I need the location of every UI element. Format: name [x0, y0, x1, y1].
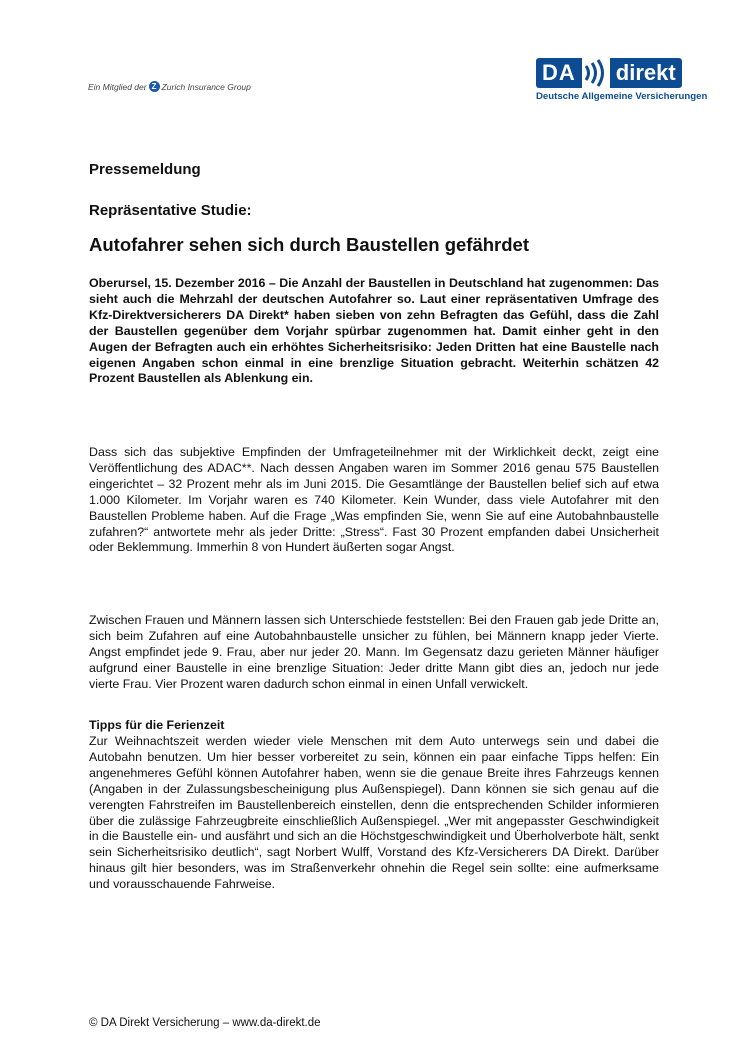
zurich-logo-icon: Z	[149, 81, 160, 92]
document-label: Pressemeldung	[89, 161, 201, 178]
da-direkt-logo	[536, 58, 728, 102]
logo-da-text: DA	[536, 58, 582, 88]
member-prefix: Ein Mitglied der	[88, 81, 147, 92]
body-paragraph-2: Zwischen Frauen und Männern lassen sich Unterschiede feststellen: Bei den Frauen gab jede Dritte an, sich beim Zufahren auf eine Autobahnbaustelle unsicher zu fühlen, bei Männern knapp jeder Vierte. Angst empfindet jede 9. Frau, aber nur jeder 20. Mann. Im Gegensatz dazu gerieten Männer häufiger aufgrund einer Baustelle in eine brenzlige Situation: Jeder dritte Mann gibt dies an, jedoch nur jede vierte Frau. Vier Prozent waren dadurch schon einmal in einen Unfall verwickelt.	[89, 613, 659, 691]
article-subtitle: Repräsentative Studie:	[89, 202, 252, 219]
logo-tagline: Deutsche Allgemeine Versicherungen	[536, 91, 708, 102]
footer-copyright: © DA Direkt Versicherung – www.da-direkt.de	[89, 1017, 321, 1029]
lead-paragraph: Oberursel, 15. Dezember 2016 – Die Anzahl der Baustellen in Deutschland hat zugenommen: Das sieht auch die Mehrzahl der deutschen Autofahrer so. Laut einer repräsentativen Umfrage des Kfz-Direktversicherers DA Direkt* haben sieben von zehn Befragten das Gefühl, dass die Zahl der Baustellen gegenüber dem Vorjahr spürbar zugenommen hat. Damit einher geht in den Augen der Befragten auch ein erhöhtes Sicherheitsrisiko: Jeden Dritten hat eine Baustelle nach eigenen Angaben schon einmal in eine brenzlige Situation gebracht. Weiterhin schätzen 42 Prozent Baustellen als Ablenkung ein.	[89, 276, 659, 386]
zurich-membership-note	[88, 81, 251, 92]
body-paragraph-1: Dass sich das subjektive Empfinden der Umfrageteilnehmer mit der Wirklichkeit deckt, zeigt eine Veröffentlichung des ADAC**. Nach dessen Angaben waren im Sommer 2016 genau 575 Baustellen eingerichtet – 32 Prozent mehr als im Juni 2015. Die Gesamtlänge der Baustellen belief sich auf etwa 1.000 Kilometer. Im Vorjahr waren es 740 Kilometer. Kein Wunder, dass viele Autofahrer mit den Baustellen Probleme haben. Auf die Frage „Was empfinden Sie, wenn Sie auf eine Autobahnbaustelle zufahren?“ antwortete mehr als jeder Dritte: „Stress“. Fast 30 Prozent empfanden dabei Unsicherheit oder Beklemmung. Immerhin 8 von Hundert äußerten sogar Angst.	[89, 445, 659, 555]
signal-waves-icon	[582, 58, 610, 88]
member-suffix: Zurich Insurance Group	[161, 81, 251, 92]
logo-direkt-text: direkt	[610, 58, 682, 88]
tips-heading: Tipps für die Ferienzeit	[89, 718, 225, 732]
body-paragraph-3: Zur Weihnachtszeit werden wieder viele Menschen mit dem Auto unterwegs sein und dabei die Autobahn benutzen. Um hier besser vorbereitet zu sein, können ein paar einfache Tipps helfen: Ein angenehmeres Gefühl können Autofahrer haben, wenn sie die genaue Breite ihres Fahrzeugs kennen (Angaben in der Zulassungsbescheinigung plus Außenspiegel). Dann können sie sich genau auf die verengten Fahrstreifen im Baustellenbereich einstellen, denn die entsprechenden Schilder informieren über die zulässige Fahrzeugbreite einschließlich Außenspiegel. „Wer mit angepasster Geschwindigkeit in die Baustelle ein- und ausfährt und sich an die Höchstgeschwindigkeit und Überholverbote hält, senkt sein Sicherheitsrisiko deutlich“, sagt Norbert Wulff, Vorstand des Kfz-Versicherers DA Direkt. Darüber hinaus gilt hier besonders, was im Straßenverkehr ohnehin die Regel sein sollte: eine aufmerksame und vorausschauende Fahrweise.	[89, 734, 659, 892]
article-title: Autofahrer sehen sich durch Baustellen gefährdet	[89, 234, 529, 255]
